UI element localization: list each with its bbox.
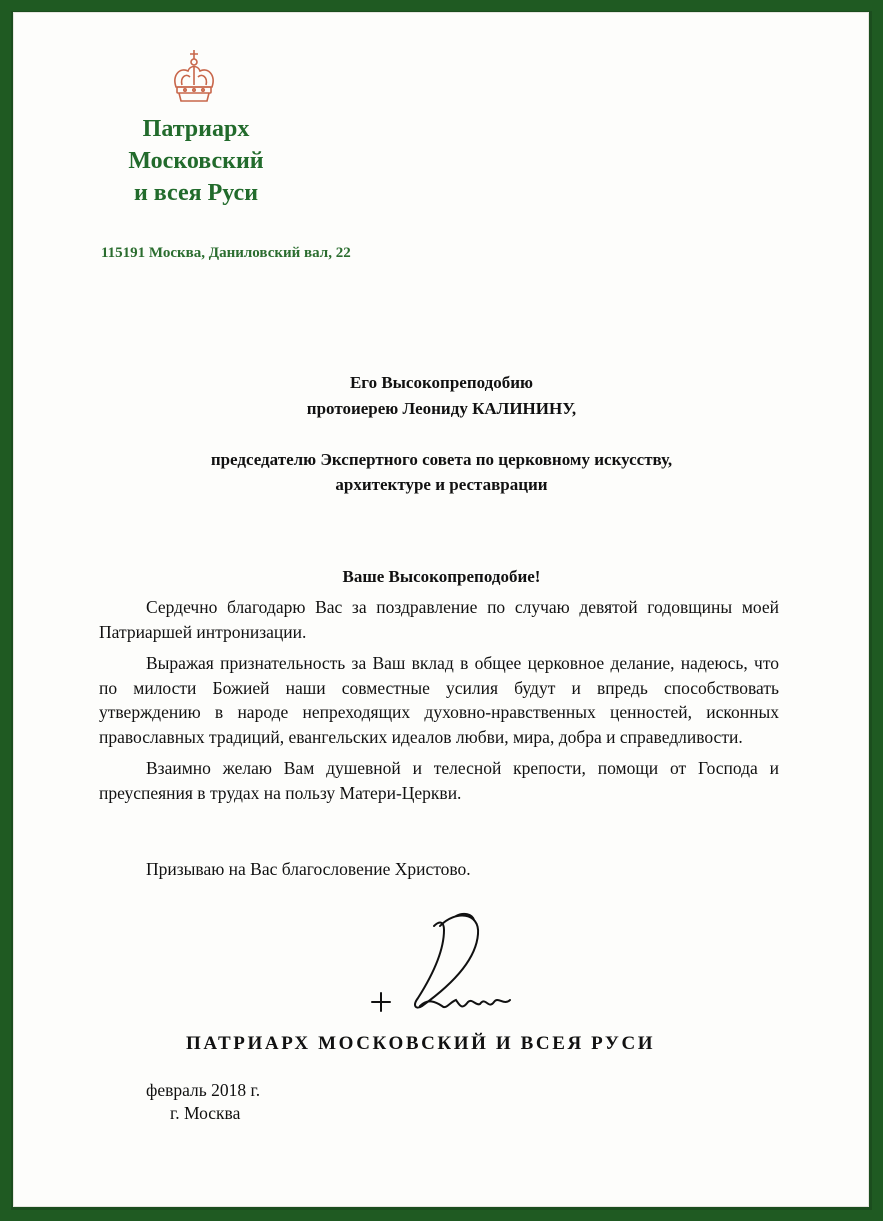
letterhead-address: 115191 Москва, Даниловский вал, 22: [101, 245, 351, 261]
org-line-3: и всея Руси: [133, 180, 259, 206]
recipient-line-2: протоиерею Леониду КАЛИНИНУ,: [306, 399, 577, 418]
recipient-line-1: Его Высокопреподобию: [349, 373, 534, 392]
crown-emblem-icon: [168, 49, 220, 105]
handwritten-signature: [360, 906, 540, 1026]
body-paragraph-3: Взаимно желаю Вам душевной и телесной крепости, помощи от Господа и преуспеяния в трудах на пользу Матери-Церкви.: [99, 758, 779, 803]
letter-date: февраль 2018 г.: [146, 1080, 261, 1100]
org-line-1: Патриарх: [142, 116, 250, 142]
body-paragraph-2: Выражая признательность за Ваш вклад в общее церковное делание, надеюсь, что по милости Божией наши совместные усилия будут и впредь способствовать утверждению в народе непреходящих духовно-нравственных ценностей, исконных православных традиций, евангельских идеалов любви, мира, добра и справедливости.: [99, 653, 779, 747]
letter-city: г. Москва: [170, 1103, 241, 1123]
letterhead-organization: [101, 113, 291, 209]
recipient-line-4: архитектуре и реставрации: [335, 475, 548, 494]
org-line-2: Московский: [128, 148, 264, 174]
signatory-title: ПАТРИАРХ МОСКОВСКИЙ И ВСЕЯ РУСИ: [186, 1033, 656, 1054]
blessing-line: Призываю на Вас благословение Христово.: [146, 859, 471, 879]
salutation: Ваше Высокопреподобие!: [342, 567, 541, 586]
letter-body: [99, 595, 779, 812]
body-paragraph-1: Сердечно благодарю Вас за поздравление по случаю девятой годовщины моей Патриаршей интронизации.: [99, 597, 779, 642]
recipient-line-3: председателю Экспертного совета по церковному искусству,: [210, 450, 673, 469]
